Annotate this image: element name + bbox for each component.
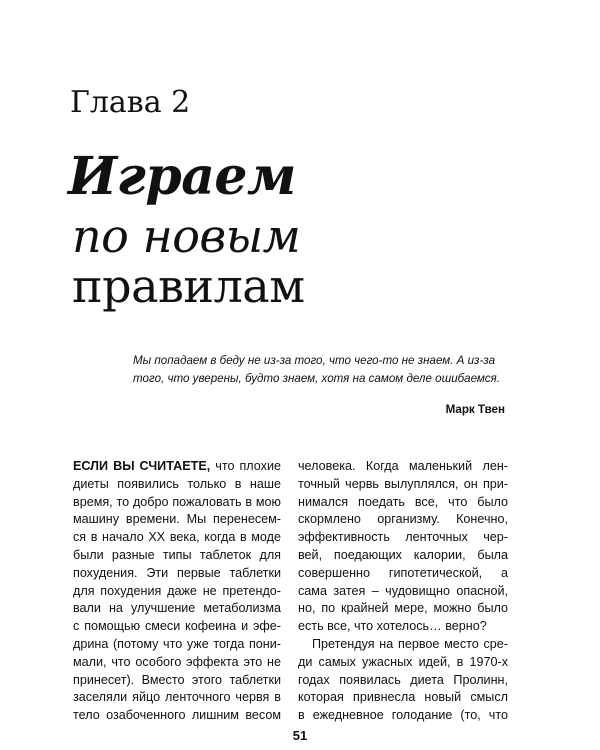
epigraph xyxy=(133,352,513,388)
body-line: диеты появились только в наше xyxy=(73,476,281,491)
chapter-title-line-2: по новым xyxy=(72,209,301,263)
body-column-left xyxy=(73,458,281,725)
body-line: заселяли яйцо ленточного червя в xyxy=(73,690,281,705)
body-line: ди самых ужасных идей, в 1970-х xyxy=(298,654,508,669)
body-line: вали на улучшение метаболизма xyxy=(73,601,281,616)
body-line: скормлено организму. Конечно, xyxy=(298,512,508,527)
body-line: дрина (потому что уже тогда пони- xyxy=(73,636,281,651)
chapter-label: Глава 2 xyxy=(70,85,191,120)
body-column-right xyxy=(298,458,508,725)
body-line-first-rest: что плохие xyxy=(210,459,281,473)
chapter-title-line-1: Играем xyxy=(68,146,296,207)
body-line: вей, поедающих калории, была xyxy=(298,547,508,562)
body-line: с помощью смеси кофеина и эфе- xyxy=(73,619,281,634)
chapter-title-line-3: правилам xyxy=(72,259,305,313)
body-line: тело озабоченного лишним весом xyxy=(73,708,281,723)
body-line: в ежедневное голодание (то, что xyxy=(298,708,508,723)
body-line: которая привнесла новый смысл xyxy=(298,690,508,705)
body-line-paragraph-start: Претендуя на первое место сре- xyxy=(312,636,508,651)
body-line: время, то добро пожаловать в мою xyxy=(73,494,281,509)
body-line: нимался поедать все, что было xyxy=(298,494,508,509)
body-line: годах появилась диета Пролинн, xyxy=(298,672,508,687)
body-line: были разные типы таблеток для xyxy=(73,547,281,562)
body-line-first xyxy=(73,458,281,476)
body-line: эффективность ленточных чер- xyxy=(298,530,508,545)
body-line: человека. Когда маленький лен- xyxy=(298,459,508,473)
epigraph-line: Мы попадаем в беду не из-за того, что чего-то не знаем. А из-за xyxy=(133,354,496,367)
epigraph-author: Марк Твен xyxy=(445,403,505,416)
body-line: точный червь вылуплялся, он при- xyxy=(298,476,508,491)
body-line: мали, что особого эффекта это не xyxy=(73,654,281,669)
page-number: 51 xyxy=(292,728,308,743)
body-line: машину времени. Мы перенесем- xyxy=(73,512,281,527)
body-line: для похудения даже не претендо- xyxy=(73,583,281,598)
epigraph-line: того, что уверены, будто знаем, хотя на самом деле ошибаемся. xyxy=(133,372,500,385)
body-line: совершенно гипотетической, а xyxy=(298,565,508,580)
body-line-paragraph-end: есть все, что хотелось… верно? xyxy=(298,619,487,634)
lead-in: ЕСЛИ ВЫ СЧИТАЕТЕ, xyxy=(73,459,211,473)
body-line: но, по крайней мере, можно было xyxy=(298,601,508,616)
body-line: сама затея – чудовищно опасной, xyxy=(298,583,508,598)
body-line: принесет). Вместо этого таблетки xyxy=(73,672,281,687)
body-line: похудения. Эти первые таблетки xyxy=(73,565,281,580)
body-line: ся в начало XX века, когда в моде xyxy=(73,530,281,545)
